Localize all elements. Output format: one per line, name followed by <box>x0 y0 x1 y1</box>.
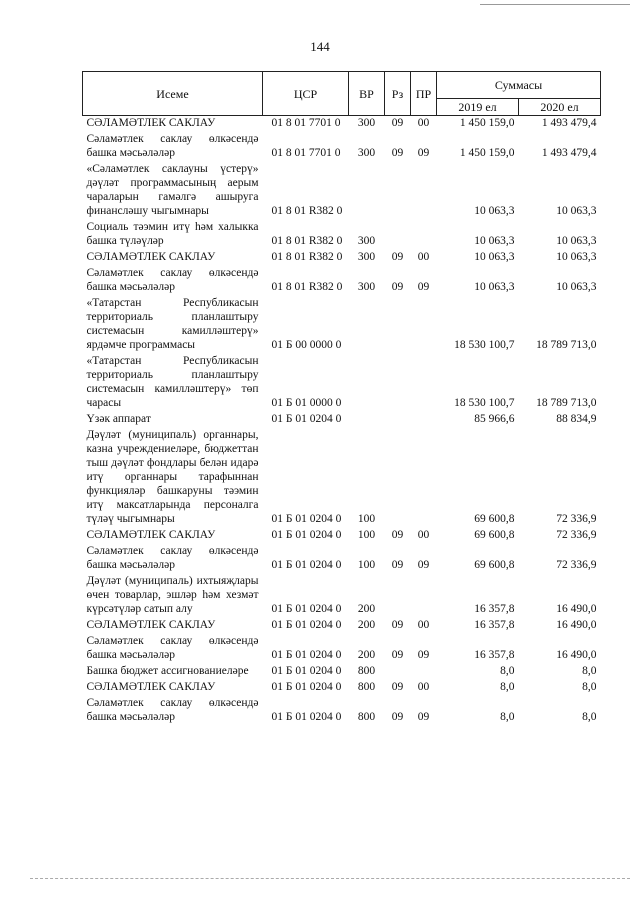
row-pr: 09 <box>417 559 430 571</box>
row-rz <box>385 411 411 427</box>
row-sum-2020: 8,0 <box>582 665 597 677</box>
row-name: Үзәк аппарат <box>86 413 151 425</box>
row-name: СӘЛАМӘТЛЕК САКЛАУ <box>86 117 216 129</box>
bottom-divider <box>30 878 630 879</box>
row-name: СӘЛАМӘТЛЕК САКЛАУ <box>86 251 216 263</box>
row-rz <box>385 427 411 527</box>
row-csr: 01 Б 01 0204 0 <box>271 603 342 615</box>
table-row <box>83 663 601 679</box>
row-csr: 01 8 01 R382 0 <box>271 205 343 217</box>
row-pr: 00 <box>417 117 430 129</box>
row-vr: 300 <box>357 117 376 129</box>
row-name: Сәламәтлек саклау өлкәсендә башка мәсьәләләр <box>86 545 259 571</box>
row-sum-2020: 8,0 <box>582 711 597 723</box>
row-vr <box>349 411 385 427</box>
row-pr <box>411 411 437 427</box>
row-csr: 01 8 01 R382 0 <box>271 251 343 263</box>
header-rz: Рз <box>385 72 411 116</box>
row-sum-2020: 88 834,9 <box>556 413 597 425</box>
header-csr: ЦСР <box>263 72 349 116</box>
row-vr: 200 <box>357 619 376 631</box>
table-row <box>83 573 601 617</box>
row-name: Дәүләт (муниципаль) органнары, казна учреждениеләре, бюджеттан тыш дәүләт фондлары белән идарә итү органнары тарафыннан функцияләр башкаруны тәэмин итү максатларында персоналга түләү чыгымнары <box>86 429 259 525</box>
row-sum-2019: 8,0 <box>500 665 515 677</box>
row-vr: 100 <box>357 529 376 541</box>
row-sum-2020: 16 490,0 <box>556 649 597 661</box>
header-year-2020: 2020 ел <box>519 99 601 116</box>
budget-table <box>82 71 601 725</box>
table-body <box>83 116 601 726</box>
row-rz: 09 <box>391 251 404 263</box>
row-rz: 09 <box>391 681 404 693</box>
row-name: «Сәламәтлек саклауны үстерү» дәүләт программасының аерым чараларын гамәлгә ашыруга финансләшу чыгымнары <box>86 163 259 217</box>
row-pr: 00 <box>417 619 430 631</box>
row-sum-2020: 10 063,3 <box>556 235 597 247</box>
row-name: Башка бюджет ассигнованиеләре <box>86 665 249 677</box>
row-sum-2019: 69 600,8 <box>474 529 515 541</box>
row-csr: 01 8 01 7701 0 <box>271 147 341 159</box>
row-sum-2020: 18 789 713,0 <box>536 397 597 409</box>
row-csr: 01 Б 01 0204 0 <box>271 513 342 525</box>
row-vr: 800 <box>357 681 376 693</box>
row-name: Дәүләт (муниципаль) ихтыяҗлары өчен товарлар, эшләр һәм хезмәт күрсәтүләр сатып алу <box>86 575 259 615</box>
row-vr: 300 <box>357 147 376 159</box>
row-vr <box>349 161 385 219</box>
row-vr <box>349 353 385 411</box>
table-row <box>83 617 601 633</box>
row-csr: 01 Б 01 0204 0 <box>271 619 342 631</box>
row-name: Социаль тәэмин итү һәм халыкка башка түләүләр <box>86 221 259 247</box>
row-pr <box>411 353 437 411</box>
row-csr: 01 Б 00 0000 0 <box>271 339 342 351</box>
top-divider <box>480 4 630 5</box>
page-number: 144 <box>310 39 330 54</box>
table-row <box>83 131 601 161</box>
header-vr: ВР <box>349 72 385 116</box>
row-sum-2019: 10 063,3 <box>474 281 515 293</box>
row-vr: 800 <box>357 665 376 677</box>
table-row <box>83 295 601 353</box>
row-csr: 01 8 01 R382 0 <box>271 281 343 293</box>
row-sum-2020: 1 493 479,4 <box>541 117 597 129</box>
table-row <box>83 633 601 663</box>
row-sum-2020: 18 789 713,0 <box>536 339 597 351</box>
row-sum-2019: 16 357,8 <box>474 603 515 615</box>
row-name: Сәламәтлек саклау өлкәсендә башка мәсьәләләр <box>86 697 259 723</box>
row-vr: 300 <box>357 281 376 293</box>
row-sum-2019: 69 600,8 <box>474 513 515 525</box>
row-name: Сәламәтлек саклау өлкәсендә башка мәсьәләләр <box>86 133 259 159</box>
row-csr: 01 Б 01 0204 0 <box>271 529 342 541</box>
row-vr: 100 <box>357 513 376 525</box>
row-rz <box>385 663 411 679</box>
table-row <box>83 543 601 573</box>
row-name: СӘЛАМӘТЛЕК САКЛАУ <box>86 681 216 693</box>
row-pr: 09 <box>417 649 430 661</box>
table-row <box>83 695 601 725</box>
row-csr: 01 Б 01 0204 0 <box>271 681 342 693</box>
row-rz <box>385 295 411 353</box>
row-rz: 09 <box>391 117 404 129</box>
row-csr: 01 Б 01 0204 0 <box>271 649 342 661</box>
table-row <box>83 265 601 295</box>
row-sum-2019: 8,0 <box>500 711 515 723</box>
header-name: Исеме <box>83 72 263 116</box>
row-csr: 01 8 01 R382 0 <box>271 235 343 247</box>
row-name: СӘЛАМӘТЛЕК САКЛАУ <box>86 619 216 631</box>
row-sum-2019: 18 530 100,7 <box>454 397 515 409</box>
row-rz <box>385 353 411 411</box>
row-sum-2020: 8,0 <box>582 681 597 693</box>
row-vr: 300 <box>357 251 376 263</box>
row-vr: 200 <box>357 649 376 661</box>
row-pr: 00 <box>417 681 430 693</box>
row-sum-2019: 85 966,6 <box>474 413 515 425</box>
row-pr <box>411 427 437 527</box>
row-rz: 09 <box>391 529 404 541</box>
row-rz: 09 <box>391 711 404 723</box>
header-sums: Суммасы <box>437 72 601 99</box>
row-name: «Татарстан Республикасын территориаль планлаштыру системасын камилләштерү» төп чарасы <box>86 355 259 409</box>
row-pr: 00 <box>417 251 430 263</box>
row-vr: 200 <box>357 603 376 615</box>
row-rz: 09 <box>391 147 404 159</box>
row-sum-2019: 1 450 159,0 <box>459 147 515 159</box>
row-sum-2019: 10 063,3 <box>474 251 515 263</box>
row-csr: 01 8 01 7701 0 <box>271 117 341 129</box>
row-vr: 100 <box>357 559 376 571</box>
row-rz: 09 <box>391 619 404 631</box>
row-pr: 09 <box>417 711 430 723</box>
row-sum-2020: 72 336,9 <box>556 529 597 541</box>
row-csr: 01 Б 01 0000 0 <box>271 397 342 409</box>
table-row <box>83 679 601 695</box>
row-rz <box>385 219 411 249</box>
row-vr: 300 <box>357 235 376 247</box>
row-name: СӘЛАМӘТЛЕК САКЛАУ <box>86 529 216 541</box>
row-sum-2020: 72 336,9 <box>556 559 597 571</box>
row-sum-2019: 16 357,8 <box>474 649 515 661</box>
row-pr: 09 <box>417 147 430 159</box>
row-sum-2019: 18 530 100,7 <box>454 339 515 351</box>
header-pr: ПР <box>411 72 437 116</box>
row-pr <box>411 161 437 219</box>
table-row <box>83 161 601 219</box>
table-header <box>83 72 601 116</box>
row-pr <box>411 219 437 249</box>
table-row <box>83 249 601 265</box>
row-csr: 01 Б 01 0204 0 <box>271 559 342 571</box>
row-name: Сәламәтлек саклау өлкәсендә башка мәсьәләләр <box>86 635 259 661</box>
table-row <box>83 116 601 132</box>
table-row <box>83 427 601 527</box>
row-pr: 00 <box>417 529 430 541</box>
row-sum-2019: 10 063,3 <box>474 235 515 247</box>
row-csr: 01 Б 01 0204 0 <box>271 711 342 723</box>
row-sum-2020: 16 490,0 <box>556 603 597 615</box>
row-pr <box>411 663 437 679</box>
row-pr <box>411 295 437 353</box>
row-sum-2019: 16 357,8 <box>474 619 515 631</box>
row-sum-2020: 10 063,3 <box>556 281 597 293</box>
row-rz: 09 <box>391 649 404 661</box>
row-sum-2019: 69 600,8 <box>474 559 515 571</box>
row-rz <box>385 573 411 617</box>
row-sum-2019: 1 450 159,0 <box>459 117 515 129</box>
row-vr <box>349 295 385 353</box>
row-sum-2020: 72 336,9 <box>556 513 597 525</box>
table-row <box>83 353 601 411</box>
row-name: «Татарстан Республикасын территориаль планлаштыру системасын камилләштерү» ярдәмче программасы <box>86 297 259 351</box>
row-sum-2020: 10 063,3 <box>556 251 597 263</box>
row-sum-2020: 1 493 479,4 <box>541 147 597 159</box>
row-rz: 09 <box>391 559 404 571</box>
table-row <box>83 219 601 249</box>
row-name: Сәламәтлек саклау өлкәсендә башка мәсьәләләр <box>86 267 259 293</box>
row-rz <box>385 161 411 219</box>
row-pr: 09 <box>417 281 430 293</box>
table-row <box>83 527 601 543</box>
row-sum-2019: 8,0 <box>500 681 515 693</box>
row-rz: 09 <box>391 281 404 293</box>
row-vr: 800 <box>357 711 376 723</box>
row-csr: 01 Б 01 0204 0 <box>271 665 342 677</box>
row-sum-2019: 10 063,3 <box>474 205 515 217</box>
row-sum-2020: 16 490,0 <box>556 619 597 631</box>
row-sum-2020: 10 063,3 <box>556 205 597 217</box>
table-row <box>83 411 601 427</box>
header-year-2019: 2019 ел <box>437 99 519 116</box>
row-csr: 01 Б 01 0204 0 <box>271 413 342 425</box>
row-pr <box>411 573 437 617</box>
